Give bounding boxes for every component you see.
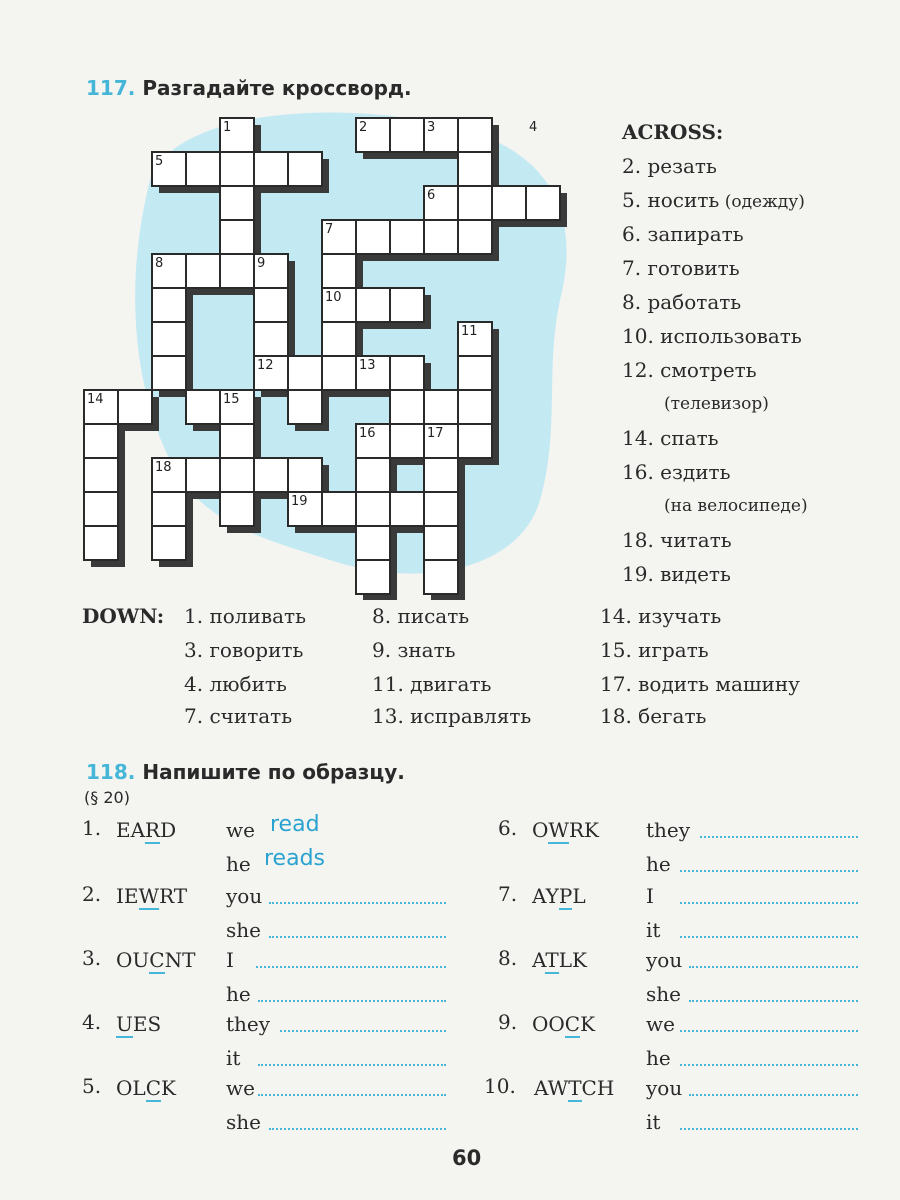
- exercise-heading: Разгадайте кроссворд.: [142, 76, 412, 100]
- down-clue: 17. водить машину: [600, 672, 800, 696]
- word-part: IE: [116, 884, 139, 908]
- cell-number: 13: [359, 358, 376, 373]
- word-part: L: [572, 884, 586, 908]
- word-part: RK: [568, 818, 599, 842]
- across-clue: [622, 462, 731, 482]
- item-number: 9.: [498, 1010, 518, 1034]
- crossword-cell[interactable]: [424, 390, 458, 424]
- item-number: 7.: [498, 882, 518, 906]
- word-part: EA: [116, 818, 146, 842]
- cell-number: 11: [461, 324, 478, 339]
- underlined-letter: U: [116, 1012, 133, 1036]
- crossword-cell[interactable]: [492, 186, 526, 220]
- down-clue: 11. двигать: [372, 672, 492, 696]
- crossword-cell[interactable]: [152, 356, 186, 390]
- word-part: D: [160, 818, 177, 842]
- underlined-letter: T: [545, 948, 559, 972]
- down-clue: 18. бегать: [600, 704, 707, 728]
- scrambled-word: [116, 948, 195, 972]
- crossword-cell[interactable]: [254, 322, 288, 356]
- sample-answer: read: [270, 812, 320, 837]
- pronoun: he: [226, 852, 251, 876]
- cell-number: 5: [155, 154, 164, 169]
- crossword-cell[interactable]: [424, 526, 458, 560]
- across-clues: [622, 122, 723, 142]
- crossword-cell[interactable]: [186, 254, 220, 288]
- crossword-cell[interactable]: [424, 458, 458, 492]
- across-clue-text: 19. видеть: [622, 562, 731, 586]
- word-part: CH: [581, 1076, 615, 1100]
- crossword-cell[interactable]: [220, 186, 254, 220]
- item-number: 3.: [82, 946, 102, 970]
- crossword-cell[interactable]: [424, 220, 458, 254]
- word-part: LK: [558, 948, 587, 972]
- item-number: 6.: [498, 816, 518, 840]
- answer-line[interactable]: [680, 936, 858, 938]
- across-clue-text: 14. спать: [622, 426, 719, 450]
- crossword-cell[interactable]: [220, 220, 254, 254]
- answer-line[interactable]: [700, 836, 858, 838]
- crossword-cell[interactable]: [390, 390, 424, 424]
- crossword-cell[interactable]: [322, 322, 356, 356]
- word-part: K: [161, 1076, 176, 1100]
- cell-number: 17: [427, 426, 444, 441]
- pronoun: it: [646, 918, 661, 942]
- crossword-cell[interactable]: [526, 186, 560, 220]
- cell-number: 1: [223, 120, 232, 135]
- cell-number: 8: [155, 256, 164, 271]
- crossword-cell[interactable]: [322, 492, 356, 526]
- crossword-cell[interactable]: [254, 152, 288, 186]
- down-clue: 7. считать: [184, 704, 293, 728]
- item-number: 1.: [82, 816, 102, 840]
- cell-number: 10: [325, 290, 342, 305]
- pronoun: they: [646, 818, 691, 842]
- word-part: OO: [532, 1012, 565, 1036]
- crossword-cell[interactable]: [186, 458, 220, 492]
- across-clue: [622, 156, 717, 176]
- down-clue: 9. знать: [372, 638, 456, 662]
- down-clue: 8. писать: [372, 604, 470, 628]
- scrambled-word: [116, 1076, 176, 1100]
- pronoun: we: [226, 818, 255, 842]
- underlined-letter: R: [145, 818, 161, 842]
- across-heading: ACROSS:: [622, 120, 724, 144]
- across-clue: [622, 428, 719, 448]
- across-clue: [622, 258, 740, 278]
- answer-line[interactable]: [258, 1064, 446, 1066]
- item-number: 8.: [498, 946, 518, 970]
- answer-line[interactable]: [689, 966, 858, 968]
- crossword-cell[interactable]: [288, 356, 322, 390]
- word-part: O: [532, 818, 549, 842]
- crossword-cell[interactable]: [186, 390, 220, 424]
- across-clue-text: 10. использовать: [622, 324, 802, 348]
- crossword-cell[interactable]: [220, 424, 254, 458]
- underlined-letter: C: [145, 1076, 161, 1100]
- item-number: 4.: [82, 1010, 102, 1034]
- word-part: OU: [116, 948, 150, 972]
- down-clue: 14. изучать: [600, 604, 722, 628]
- cell-number: 9: [257, 256, 266, 271]
- across-clue-extra: (одежду): [719, 192, 805, 212]
- answer-line[interactable]: [269, 1128, 446, 1130]
- across-clue: [664, 396, 769, 413]
- crossword-cell[interactable]: [220, 458, 254, 492]
- exercise-heading: Напишите по образцу.: [142, 760, 405, 784]
- crossword-cell[interactable]: [288, 152, 322, 186]
- cell-number: 16: [359, 426, 376, 441]
- across-clue: [622, 190, 805, 211]
- across-clue: [622, 292, 741, 312]
- page-number: 60: [452, 1146, 482, 1170]
- cell-number: 18: [155, 460, 172, 475]
- crossword-cell[interactable]: [322, 254, 356, 288]
- answer-line[interactable]: [680, 1030, 858, 1032]
- across-clue: [622, 326, 802, 346]
- crossword-cell[interactable]: [220, 492, 254, 526]
- pronoun: we: [646, 1012, 675, 1036]
- word-part: K: [580, 1012, 596, 1036]
- pronoun: it: [226, 1046, 241, 1070]
- scrambled-word: [116, 884, 187, 908]
- item-number: 10.: [484, 1074, 516, 1098]
- answer-line[interactable]: [256, 966, 446, 968]
- scrambled-word: [534, 1076, 614, 1100]
- crossword-cell[interactable]: [356, 526, 390, 560]
- underlined-letter: W: [138, 884, 160, 908]
- answer-line[interactable]: [680, 902, 858, 904]
- scrambled-word: [532, 948, 587, 972]
- exercise-number: 117.: [86, 76, 136, 100]
- word-part: AY: [532, 884, 559, 908]
- answer-line[interactable]: [269, 902, 446, 904]
- word-part: A: [532, 948, 546, 972]
- down-clue: 4. любить: [184, 672, 287, 696]
- cell-number: 4: [529, 120, 538, 135]
- answer-line[interactable]: [689, 1000, 858, 1002]
- answer-line[interactable]: [258, 1094, 446, 1096]
- down-clue: 1. поливать: [184, 604, 306, 628]
- across-clue-text: 2. резать: [622, 154, 717, 178]
- across-clue-text: (на велосипеде): [664, 496, 808, 516]
- underlined-letter: C: [149, 948, 165, 972]
- answer-line[interactable]: [680, 1128, 858, 1130]
- cell-number: 2: [359, 120, 368, 135]
- cell-number: 7: [325, 222, 334, 237]
- crossword-cell[interactable]: [356, 458, 390, 492]
- crossword-cell[interactable]: [458, 152, 492, 186]
- crossword-cell[interactable]: [458, 390, 492, 424]
- exercise-118-title: [86, 760, 405, 784]
- underlined-letter: P: [558, 884, 573, 908]
- across-clue: [664, 498, 808, 515]
- pronoun: they: [226, 1012, 271, 1036]
- crossword-cell[interactable]: [288, 458, 322, 492]
- crossword-cell[interactable]: [390, 356, 424, 390]
- answer-line[interactable]: [680, 870, 858, 872]
- underlined-letter: T: [568, 1076, 582, 1100]
- answer-line[interactable]: [680, 1064, 858, 1066]
- scrambled-word: [116, 818, 176, 842]
- pronoun: it: [646, 1110, 661, 1134]
- crossword-cell[interactable]: [424, 560, 458, 594]
- word-part: OL: [116, 1076, 146, 1100]
- crossword-cell[interactable]: [84, 458, 118, 492]
- sample-answer: reads: [264, 846, 326, 871]
- crossword-cell[interactable]: [356, 220, 390, 254]
- crossword-grid: [0, 0, 620, 600]
- scrambled-word: [532, 884, 586, 908]
- exercise-number: 118.: [86, 760, 136, 784]
- scrambled-word: [116, 1012, 161, 1036]
- pronoun: he: [226, 982, 251, 1006]
- crossword-cell[interactable]: [458, 220, 492, 254]
- word-part: ES: [132, 1012, 162, 1036]
- down-heading: DOWN:: [82, 604, 165, 628]
- crossword-cell[interactable]: [356, 492, 390, 526]
- across-clue-text: 18. читать: [622, 528, 732, 552]
- word-part: RT: [159, 884, 188, 908]
- crossword-cell[interactable]: [458, 186, 492, 220]
- pronoun: we: [226, 1076, 255, 1100]
- across-clue: [622, 224, 744, 244]
- crossword-cell[interactable]: [186, 152, 220, 186]
- crossword-cell[interactable]: [84, 492, 118, 526]
- pronoun: she: [226, 1110, 261, 1134]
- pronoun: you: [226, 884, 263, 908]
- across-clue-text: 12. смотреть: [622, 358, 757, 382]
- word-part: AW: [534, 1076, 569, 1100]
- crossword-cell[interactable]: [390, 288, 424, 322]
- word-part: NT: [164, 948, 196, 972]
- pronoun: you: [646, 1076, 683, 1100]
- pronoun: he: [646, 852, 671, 876]
- answer-line[interactable]: [689, 1094, 858, 1096]
- across-clue: [622, 360, 757, 380]
- item-number: 2.: [82, 882, 102, 906]
- crossword-cell[interactable]: [84, 526, 118, 560]
- pronoun: she: [226, 918, 261, 942]
- pronoun: she: [646, 982, 681, 1006]
- grammar-reference: (§ 20): [84, 788, 130, 807]
- across-clue-text: 8. работать: [622, 290, 742, 314]
- answer-line[interactable]: [280, 1030, 446, 1032]
- crossword-cell[interactable]: [390, 424, 424, 458]
- pronoun: you: [646, 948, 683, 972]
- down-clue: 15. играть: [600, 638, 709, 662]
- crossword-cell[interactable]: [390, 220, 424, 254]
- crossword-cell[interactable]: [84, 424, 118, 458]
- answer-line[interactable]: [258, 1000, 446, 1002]
- crossword-cell[interactable]: [152, 322, 186, 356]
- pronoun: I: [646, 884, 654, 908]
- scrambled-word: [532, 1012, 595, 1036]
- across-clue-text: 5. носить: [622, 188, 720, 212]
- across-clue: [622, 530, 732, 550]
- underlined-letter: C: [564, 1012, 581, 1036]
- crossword-cell[interactable]: [356, 288, 390, 322]
- crossword-cell[interactable]: [220, 152, 254, 186]
- pronoun: he: [646, 1046, 671, 1070]
- crossword-cell[interactable]: [390, 492, 424, 526]
- crossword-cell[interactable]: [152, 288, 186, 322]
- underlined-letter: W: [548, 818, 569, 842]
- crossword-cell[interactable]: [322, 356, 356, 390]
- crossword-cell[interactable]: [254, 288, 288, 322]
- across-clue-text: (телевизор): [664, 394, 769, 414]
- across-clue-text: 7. готовить: [622, 256, 740, 280]
- crossword-cell[interactable]: [152, 526, 186, 560]
- crossword-cell[interactable]: [458, 118, 492, 152]
- crossword-cell[interactable]: [220, 254, 254, 288]
- cell-number: 3: [427, 120, 436, 135]
- crossword-cell[interactable]: [390, 118, 424, 152]
- crossword-cell[interactable]: [152, 492, 186, 526]
- crossword-cell[interactable]: [356, 560, 390, 594]
- item-number: 5.: [82, 1074, 102, 1098]
- crossword-cell[interactable]: [288, 390, 322, 424]
- crossword-cell[interactable]: [118, 390, 152, 424]
- cell-number: 6: [427, 188, 436, 203]
- down-clue: 3. говорить: [184, 638, 304, 662]
- crossword-cell[interactable]: [458, 356, 492, 390]
- across-clue: [622, 564, 731, 584]
- across-clue-text: 6. запирать: [622, 222, 744, 246]
- scrambled-word: [532, 818, 599, 842]
- cell-number: 19: [291, 494, 308, 509]
- crossword-cell[interactable]: [254, 458, 288, 492]
- pronoun: I: [226, 948, 234, 972]
- crossword-cell[interactable]: [458, 424, 492, 458]
- cell-number: 14: [87, 392, 104, 407]
- answer-line[interactable]: [269, 936, 446, 938]
- down-clue: 13. исправлять: [372, 704, 532, 728]
- across-clue-text: 16. ездить: [622, 460, 731, 484]
- cell-number: 15: [223, 392, 240, 407]
- crossword-cell[interactable]: [424, 492, 458, 526]
- cell-number: 12: [257, 358, 274, 373]
